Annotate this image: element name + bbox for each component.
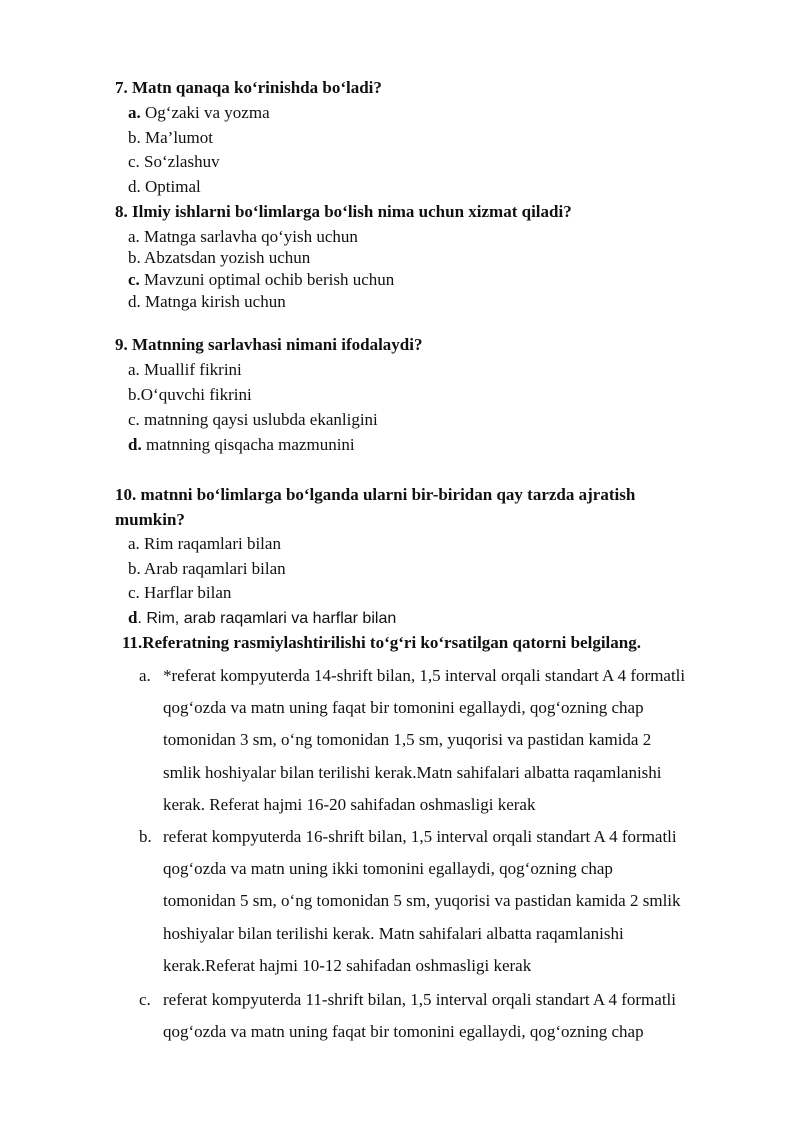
- question-7-option-c: [128, 152, 220, 172]
- paragraph-line: qog‘ozda va matn uning faqat bir tomonini egallaydi, qog‘ozning chap: [163, 698, 644, 718]
- question-9-option-d: [128, 435, 355, 455]
- option-text: Matnga sarlavha qo‘yish uchun: [139, 227, 358, 246]
- question-11-option-b-letter: b.: [139, 827, 152, 846]
- paragraph-line: qog‘ozda va matn uning ikki tomonini egallaydi, qog‘ozning chap: [163, 859, 613, 879]
- question-10-option-b: [128, 559, 286, 579]
- question-8-option-b: [128, 248, 310, 268]
- question-8-option-a: [128, 227, 358, 247]
- question-11-option-c-letter: c.: [139, 990, 151, 1009]
- option-text: O‘quvchi fikrini: [140, 385, 252, 404]
- option-text: Arab raqamlari bilan: [140, 559, 286, 578]
- paragraph-line: kerak.Referat hajmi 10-12 sahifadan oshmasligi kerak: [163, 955, 532, 975]
- paragraph-line: kerak. Referat hajmi 16-20 sahifadan oshmasligi kerak: [163, 794, 536, 814]
- question-10-option-d: [128, 608, 396, 629]
- question-11-option-c-text: [163, 984, 748, 1048]
- question-8-title: 8. Ilmiy ishlarni bo‘limlarga bo‘lish nima uchun xizmat qiladi?: [115, 202, 572, 221]
- option-letter: d: [128, 608, 138, 627]
- question-11-option-a-text: [163, 660, 748, 821]
- question-9-option-c: [128, 410, 378, 430]
- paragraph-line: tomonidan 3 sm, o‘ng tomonidan 1,5 sm, yuqorisi va pastidan kamida 2: [163, 730, 652, 750]
- option-text: matnning qisqacha mazmunini: [141, 435, 355, 454]
- question-10-title-line-1: 10. matnni bo‘limlarga bo‘lganda ularni bir-biridan qay tarzda ajratish: [115, 485, 636, 504]
- option-letter: a.: [128, 227, 140, 246]
- paragraph-line: hoshiyalar bilan terilishi kerak. Matn sahifalari albatta raqamlanishi: [163, 923, 624, 943]
- question-7-option-a: [128, 103, 270, 123]
- paragraph-line: referat kompyuterda 16-shrift bilan, 1,5 interval orqali standart A 4 formatli: [163, 827, 677, 846]
- option-letter: a.: [128, 360, 140, 379]
- question-8-option-d: [128, 292, 286, 312]
- option-text: matnning qaysi uslubda ekanligini: [139, 410, 378, 429]
- question-9-title: 9. Matnning sarlavhasi nimani ifodalaydi?: [115, 335, 423, 354]
- option-letter: d.: [128, 435, 142, 454]
- question-11-option-a-letter: a.: [139, 666, 151, 685]
- question-7-option-d: [128, 177, 201, 197]
- option-text: So‘zlashuv: [139, 152, 220, 171]
- option-letter: c.: [128, 152, 140, 171]
- paragraph-line: *referat kompyuterda 14-shrift bilan, 1,5 interval orqali standart A 4 formatli: [163, 666, 686, 685]
- option-letter: c.: [128, 270, 140, 289]
- option-text: Muallif fikrini: [139, 360, 242, 379]
- option-letter: b.: [128, 385, 141, 404]
- question-10-option-c: [128, 583, 231, 603]
- option-text: Harflar bilan: [139, 583, 232, 602]
- option-letter: d.: [128, 292, 141, 311]
- option-text: . Rim, arab raqamlari va harflar bilan: [137, 610, 397, 627]
- question-11-option-b-text: [163, 821, 748, 982]
- option-text: Optimal: [140, 177, 201, 196]
- paragraph-line: qog‘ozda va matn uning faqat bir tomonini egallaydi, qog‘ozning chap: [163, 1022, 644, 1042]
- question-8-option-c: [128, 270, 394, 290]
- option-letter: a.: [128, 534, 140, 553]
- option-letter: b.: [128, 128, 141, 147]
- option-text: Ma’lumot: [140, 128, 213, 147]
- option-text: Matnga kirish uchun: [140, 292, 286, 311]
- option-letter: b.: [128, 559, 141, 578]
- question-11-title: 11.Referatning rasmiylashtirilishi to‘g‘ri ko‘rsatilgan qatorni belgilang.: [122, 633, 641, 652]
- option-text: Rim raqamlari bilan: [139, 534, 281, 553]
- option-letter: c.: [128, 583, 140, 602]
- option-letter: c.: [128, 410, 140, 429]
- question-7-title: 7. Matn qanaqa ko‘rinishda bo‘ladi?: [115, 78, 382, 97]
- question-7-option-b: [128, 128, 213, 148]
- paragraph-line: tomonidan 5 sm, o‘ng tomonidan 5 sm, yuqorisi va pastidan kamida 2 smlik: [163, 891, 681, 911]
- question-10-title-line-2: mumkin?: [115, 510, 185, 529]
- question-9-option-a: [128, 360, 242, 380]
- question-10-option-a: [128, 534, 281, 554]
- option-letter: b.: [128, 248, 141, 267]
- option-letter: d.: [128, 177, 141, 196]
- option-text: Og‘zaki va yozma: [140, 103, 270, 122]
- option-text: Abzatsdan yozish uchun: [140, 248, 311, 267]
- paragraph-line: referat kompyuterda 11-shrift bilan, 1,5 interval orqali standart A 4 formatli: [163, 990, 676, 1009]
- paragraph-line: smlik hoshiyalar bilan terilishi kerak.Matn sahifalari albatta raqamlanishi: [163, 762, 662, 782]
- option-letter: a.: [128, 103, 141, 122]
- option-text: Mavzuni optimal ochib berish uchun: [139, 270, 395, 289]
- question-9-option-b: [128, 385, 252, 405]
